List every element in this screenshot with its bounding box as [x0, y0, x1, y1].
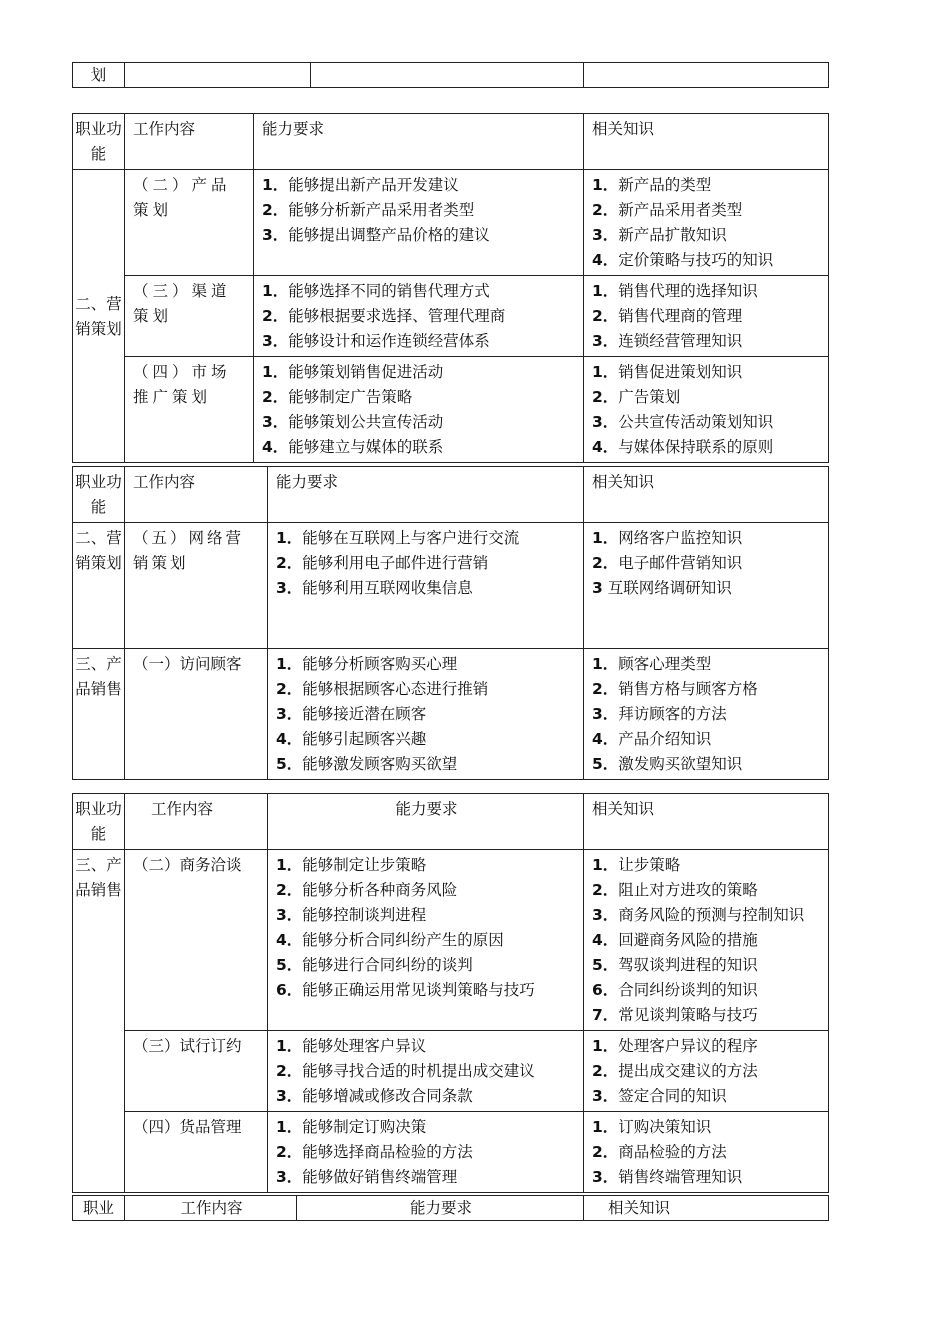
ability-item: 3．能够策划公共宣传活动: [262, 413, 444, 431]
work-label: （二）产品策划: [133, 176, 231, 219]
knowledge-list: [584, 276, 829, 357]
work-cell: （四）货品管理: [125, 1112, 268, 1193]
header-work: 工作内容: [125, 114, 254, 170]
work-cell: [125, 276, 254, 357]
knowledge-item: 4．产品介绍知识: [592, 730, 712, 748]
work-cell: [125, 63, 311, 88]
ability-item: 1．能够选择不同的销售代理方式: [262, 282, 490, 300]
work-cell: [125, 170, 254, 276]
ability-list: [254, 357, 584, 463]
knowledge-item: 3．商务风险的预测与控制知识: [592, 906, 805, 924]
ability-item: 3．能够增减或修改合同条款: [276, 1087, 473, 1105]
work-cell: （二）商务洽谈: [125, 850, 268, 1031]
ability-item: 1．能够制定让步策略: [276, 856, 427, 874]
knowledge-item: 2．广告策划: [592, 388, 681, 406]
knowledge-item: 6．合同纠纷谈判的知识: [592, 981, 758, 999]
func-cell: 划: [73, 63, 125, 88]
knowledge-item: 3．拜访顾客的方法: [592, 705, 727, 723]
ability-item: 5．能够激发顾客购买欲望: [276, 755, 458, 773]
table-marketing-planning: [72, 113, 829, 463]
ability-list: [268, 523, 584, 649]
ability-item: 2．能够选择商品检验的方法: [276, 1143, 473, 1161]
header-knowledge: 相关知识: [584, 114, 829, 170]
knowledge-list: [584, 850, 829, 1031]
knowledge-item: 2．销售方格与顾客方格: [592, 680, 758, 698]
ability-item: 2．能够分析各种商务风险: [276, 881, 458, 899]
table-fragment-top: [72, 62, 829, 88]
knowledge-item: 1．网络客户监控知识: [592, 529, 743, 547]
knowledge-item: 4．与媒体保持联系的原则: [592, 438, 774, 456]
work-label: （三）渠道策划: [133, 282, 231, 325]
table-next-header: [72, 1195, 829, 1221]
header-ability: 能力要求: [268, 467, 584, 523]
knowledge-list: [584, 649, 829, 780]
ability-list: [254, 170, 584, 276]
ability-item: 2．能够利用电子邮件进行营销: [276, 554, 489, 572]
header-knowledge: 相关知识: [584, 794, 829, 850]
knowledge-item: 1．销售代理的选择知识: [592, 282, 758, 300]
header-ability: 能力要求: [297, 1196, 584, 1221]
knowledge-list: [584, 1031, 829, 1112]
knowledge-item: 2．提出成交建议的方法: [592, 1062, 758, 1080]
ability-item: 6．能够正确运用常见谈判策略与技巧: [276, 981, 535, 999]
ability-item: 2．能够寻找合适的时机提出成交建议: [276, 1062, 535, 1080]
knowledge-item: 1．新产品的类型: [592, 176, 712, 194]
header-func: 职业功能: [73, 467, 125, 523]
work-cell: [125, 523, 268, 649]
ability-item: 3．能够提出调整产品价格的建议: [262, 226, 490, 244]
knowledge-item: 3．新产品扩散知识: [592, 226, 727, 244]
ability-item: 1．能够提出新产品开发建议: [262, 176, 459, 194]
work-cell: （三）试行订约: [125, 1031, 268, 1112]
ability-item: 1．能够制定订购决策: [276, 1118, 427, 1136]
ability-item: 3．能够接近潜在顾客: [276, 705, 427, 723]
header-func: 职业功能: [73, 794, 125, 850]
ability-item: 1．能够在互联网上与客户进行交流: [276, 529, 520, 547]
header-knowledge: 相关知识: [584, 467, 829, 523]
ability-item: 1．能够策划销售促进活动: [262, 363, 444, 381]
knowledge-item: 1．让步策略: [592, 856, 681, 874]
header-func: 职业功能: [73, 114, 125, 170]
header-func: 职业: [73, 1196, 125, 1221]
ability-item: 3．能够利用互联网收集信息: [276, 579, 473, 597]
knowledge-item: 3．连锁经营管理知识: [592, 332, 743, 350]
table-product-sales: [72, 793, 829, 1193]
knowledge-item: 2．阻止对方进攻的策略: [592, 881, 758, 899]
knowledge-item: 5．激发购买欲望知识: [592, 755, 743, 773]
work-cell: [125, 357, 254, 463]
ability-list: [268, 649, 584, 780]
ability-list: [268, 1031, 584, 1112]
knowledge-list: [584, 523, 829, 649]
knowledge-item: 3．签定合同的知识: [592, 1087, 727, 1105]
knowledge-cell: [584, 63, 829, 88]
knowledge-list: [584, 357, 829, 463]
func-cell: 三、产品销售: [73, 850, 125, 1193]
knowledge-item: 5．驾驭谈判进程的知识: [592, 956, 758, 974]
ability-item: 2．能够根据顾客心态进行推销: [276, 680, 489, 698]
header-knowledge: 相关知识: [584, 1196, 829, 1221]
knowledge-item: 4．定价策略与技巧的知识: [592, 251, 774, 269]
knowledge-item: 4．回避商务风险的措施: [592, 931, 758, 949]
ability-item: 2．能够制定广告策略: [262, 388, 413, 406]
header-ability: 能力要求: [268, 794, 584, 850]
work-cell: （一）访问顾客: [125, 649, 268, 780]
work-label: （四）市场推广策划: [133, 363, 231, 406]
header-ability: 能力要求: [254, 114, 584, 170]
work-label: （五）网络营销策划: [133, 529, 245, 572]
knowledge-item: 2．销售代理商的管理: [592, 307, 743, 325]
func-cell: 三、产品销售: [73, 649, 125, 780]
ability-cell: [311, 63, 584, 88]
knowledge-item: 3 互联网络调研知识: [592, 579, 732, 597]
table-online-marketing-and-visits: [72, 466, 829, 780]
func-cell: 二、营销策划: [73, 170, 125, 463]
knowledge-list: [584, 1112, 829, 1193]
header-work: 工作内容: [125, 467, 268, 523]
header-work: 工作内容: [125, 794, 268, 850]
ability-item: 4．能够建立与媒体的联系: [262, 438, 444, 456]
ability-item: 4．能够分析合同纠纷产生的原因: [276, 931, 504, 949]
ability-item: 1．能够处理客户异议: [276, 1037, 427, 1055]
knowledge-item: 1．销售促进策划知识: [592, 363, 743, 381]
knowledge-item: 2．电子邮件营销知识: [592, 554, 743, 572]
ability-list: [254, 276, 584, 357]
ability-item: 2．能够分析新产品采用者类型: [262, 201, 475, 219]
knowledge-item: 7．常见谈判策略与技巧: [592, 1006, 758, 1024]
ability-item: 4．能够引起顾客兴趣: [276, 730, 427, 748]
ability-item: 2．能够根据要求选择、管理代理商: [262, 307, 506, 325]
ability-list: [268, 850, 584, 1031]
ability-item: 1．能够分析顾客购买心理: [276, 655, 458, 673]
knowledge-item: 3．公共宣传活动策划知识: [592, 413, 774, 431]
header-work: 工作内容: [125, 1196, 297, 1221]
ability-item: 3．能够做好销售终端管理: [276, 1168, 458, 1186]
ability-list: [268, 1112, 584, 1193]
knowledge-item: 1．处理客户异议的程序: [592, 1037, 758, 1055]
ability-item: 5．能够进行合同纠纷的谈判: [276, 956, 473, 974]
knowledge-item: 2．新产品采用者类型: [592, 201, 743, 219]
func-cell: 二、营销策划: [73, 523, 125, 649]
knowledge-item: 1．订购决策知识: [592, 1118, 712, 1136]
ability-item: 3．能够控制谈判进程: [276, 906, 427, 924]
knowledge-item: 1．顾客心理类型: [592, 655, 712, 673]
knowledge-item: 2．商品检验的方法: [592, 1143, 727, 1161]
ability-item: 3．能够设计和运作连锁经营体系: [262, 332, 490, 350]
knowledge-list: [584, 170, 829, 276]
knowledge-item: 3．销售终端管理知识: [592, 1168, 743, 1186]
